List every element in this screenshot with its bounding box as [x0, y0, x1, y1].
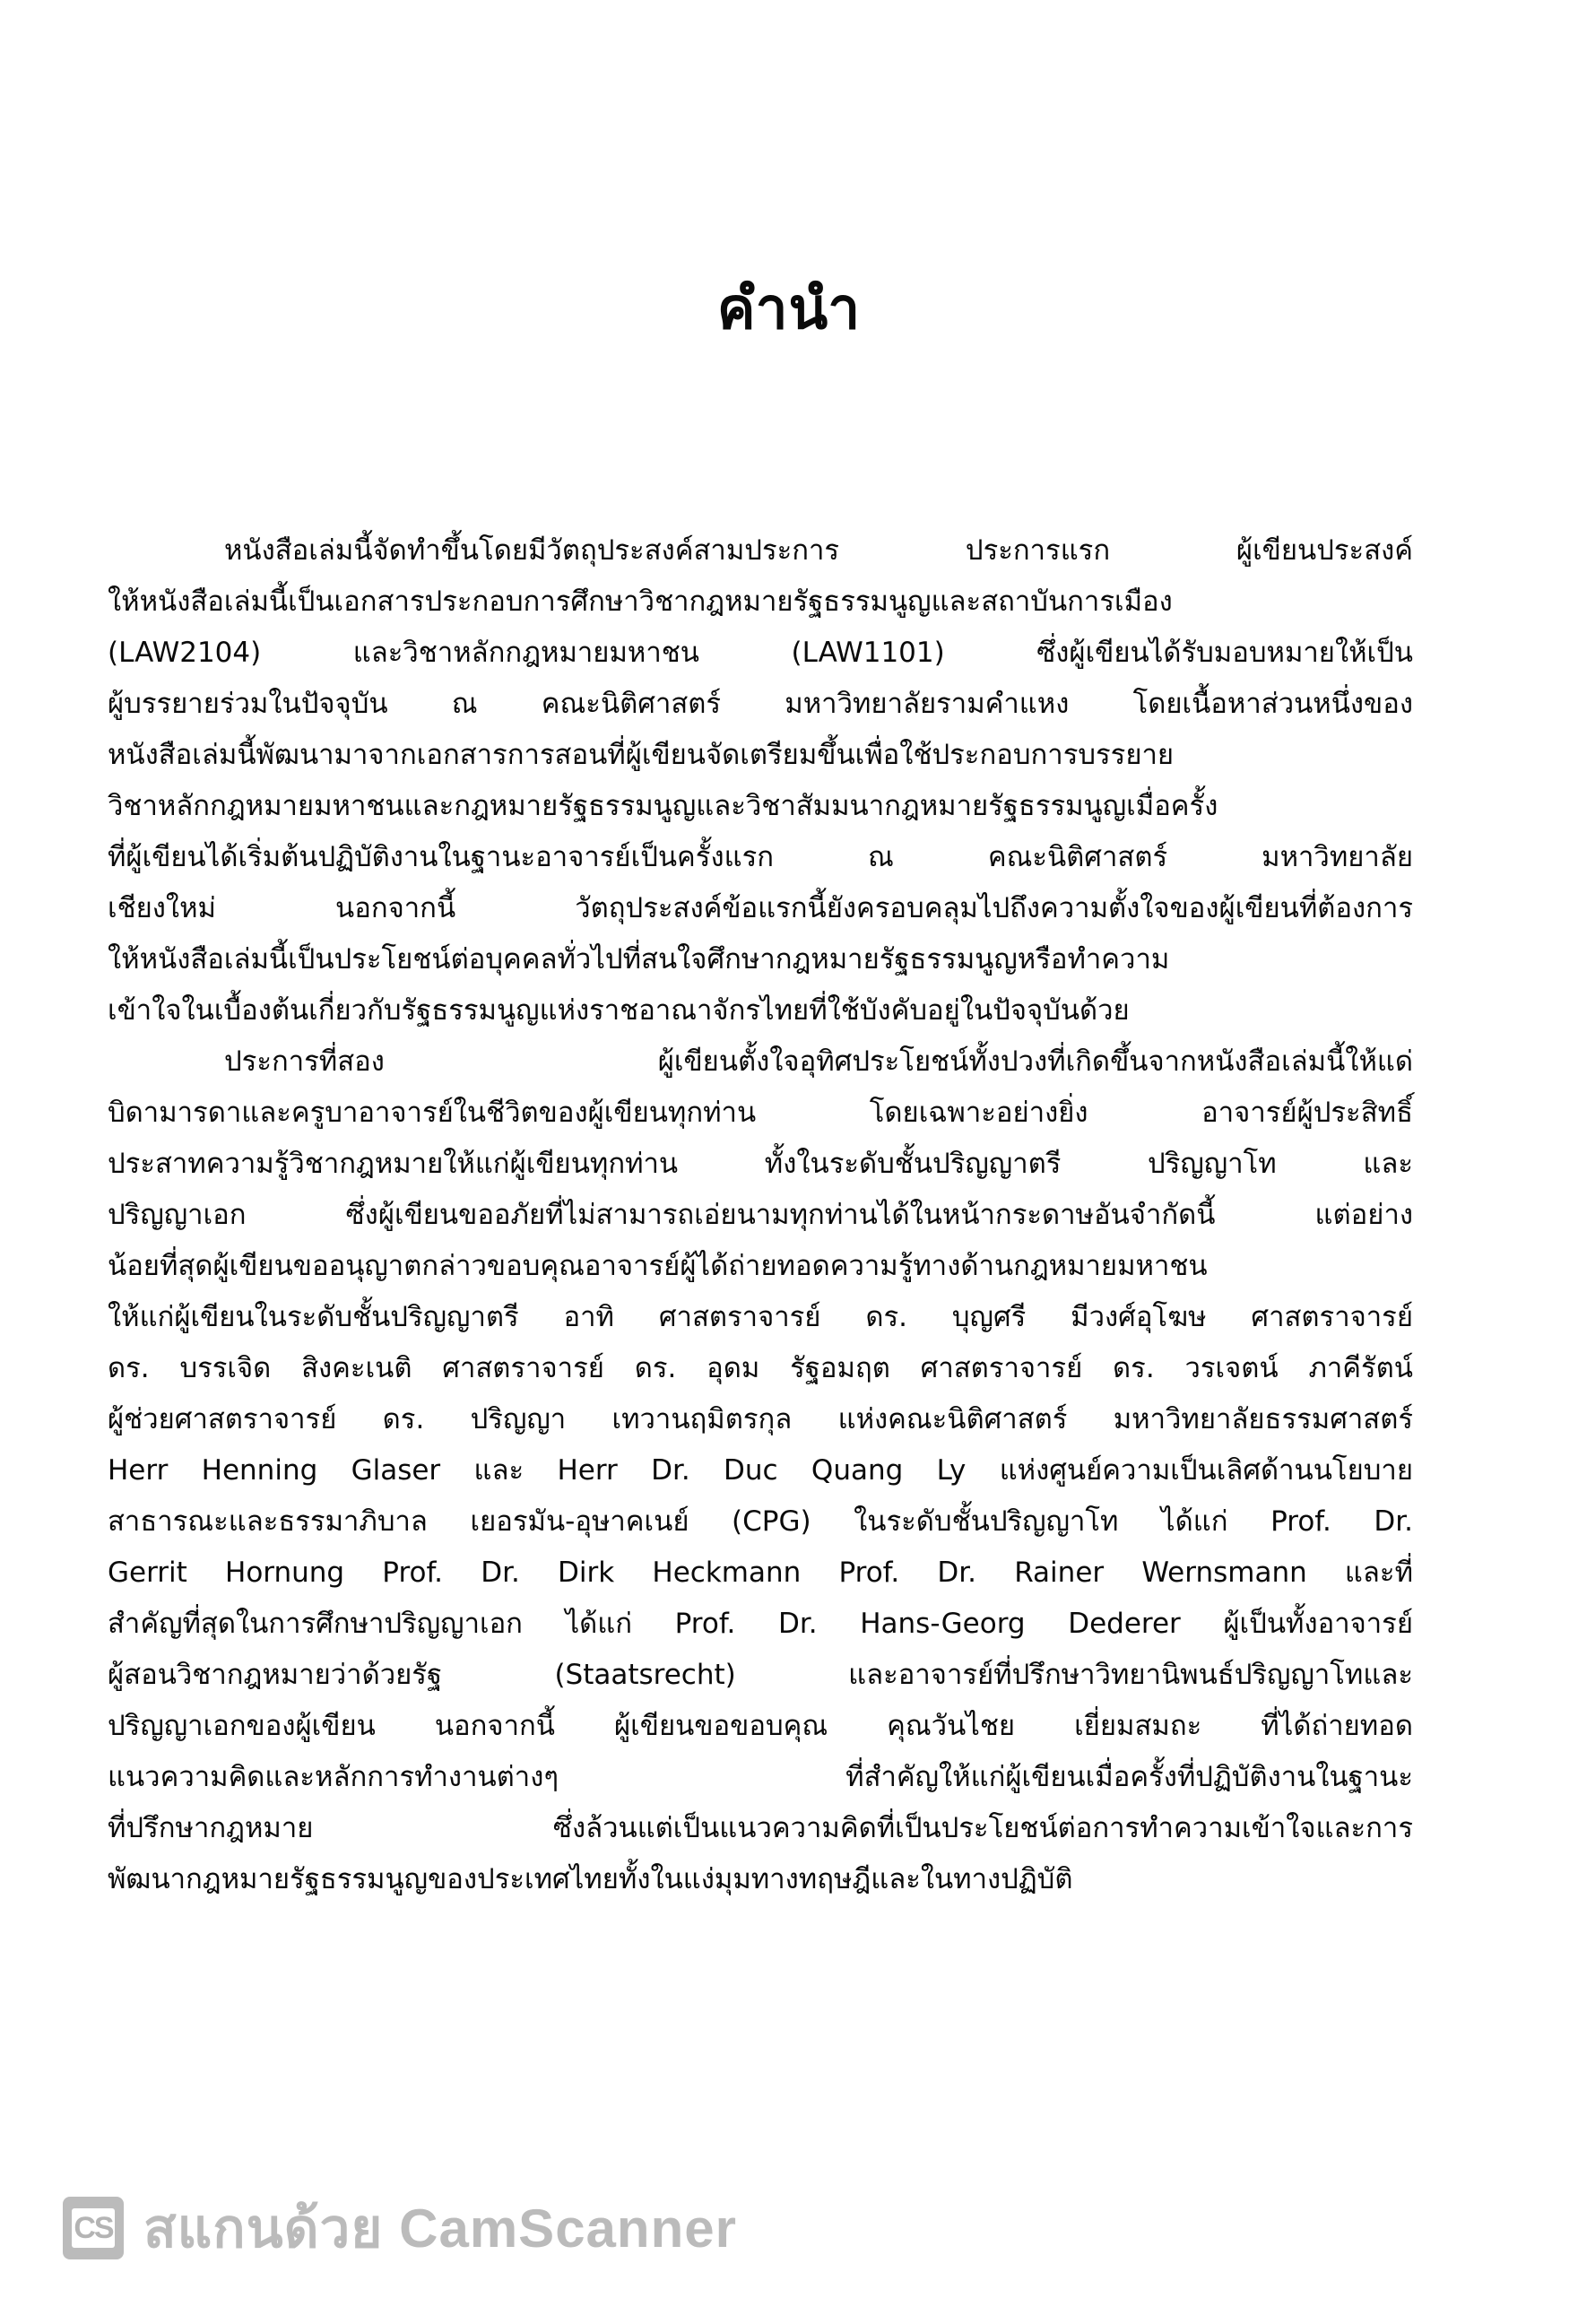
- paragraph-1-line-2: ให้หนังสือเล่มนี้เป็นเอกสารประกอบการศึกษาวิชากฎหมายรัฐธรรมนูญและสถาบันการเมือง: [108, 585, 1173, 618]
- paragraph-2-line-4: ปริญญาเอก ซึ่งผู้เขียนขออภัยที่ไม่สามารถเอ่ยนามทุกท่านได้ในหน้ากระดาษอันจำกัดนี้ แต่อย่าง: [108, 1199, 1413, 1231]
- paragraph-2-line-13: ผู้สอนวิชากฎหมายว่าด้วยรัฐ (Staatsrecht) และอาจารย์ที่ปรึกษาวิทยานิพนธ์ปริญญาโทและ: [108, 1659, 1413, 1691]
- camscanner-logo-icon: CS: [63, 2197, 124, 2259]
- paragraph-1-line-5: หนังสือเล่มนี้พัฒนามาจากเอกสารการสอนที่ผู้เขียนจัดเตรียมขึ้นเพื่อใช้ประกอบการบรรยาย: [108, 739, 1175, 771]
- paragraph-2-line-5: น้อยที่สุดผู้เขียนขออนุญาตกล่าวขอบคุณอาจารย์ผู้ได้ถ่ายทอดความรู้ทางด้านกฎหมายมหาชน: [108, 1250, 1208, 1282]
- paragraph-2-line-9: Herr Henning Glaser และ Herr Dr. Duc Quang Ly แห่งศูนย์ความเป็นเลิศด้านนโยบาย: [108, 1454, 1413, 1487]
- paragraph-2-line-11: Gerrit Hornung Prof. Dr. Dirk Heckmann Prof. Dr. Rainer Wernsmann และที่: [108, 1557, 1413, 1589]
- paragraph-2-line-10: สาธารณะและธรรมาภิบาล เยอรมัน-อุษาคเนย์ (CPG) ในระดับชั้นปริญญาโท ได้แก่ Prof. Dr.: [108, 1505, 1413, 1538]
- paragraph-1-line-1: หนังสือเล่มนี้จัดทำขึ้นโดยมีวัตถุประสงค์สามประการ ประการแรก ผู้เขียนประสงค์: [224, 534, 1413, 567]
- paragraph-2-line-2: บิดามารดาและครูบาอาจารย์ในชีวิตของผู้เขียนทุกท่าน โดยเฉพาะอย่างยิ่ง อาจารย์ผู้ประสิทธิ์: [108, 1097, 1413, 1129]
- paragraph-1-line-9: ให้หนังสือเล่มนี้เป็นประโยชน์ต่อบุคคลทั่วไปที่สนใจศึกษากฎหมายรัฐธรรมนูญหรือทำความ: [108, 943, 1170, 976]
- paragraph-1-line-4: ผู้บรรยายร่วมในปัจจุบัน ณ คณะนิติศาสตร์ มหาวิทยาลัยรามคำแหง โดยเนื้อหาส่วนหนึ่งของ: [108, 688, 1413, 720]
- paragraph-2-line-3: ประสาทความรู้วิชากฎหมายให้แก่ผู้เขียนทุกท่าน ทั้งในระดับชั้นปริญญาตรี ปริญญาโท และ: [108, 1148, 1413, 1180]
- watermark-text: สแกนด้วย CamScanner: [143, 2198, 737, 2259]
- paragraph-1-line-10: เข้าใจในเบื้องต้นเกี่ยวกับรัฐธรรมนูญแห่งราชอาณาจักรไทยที่ใช้บังคับอยู่ในปัจจุบันด้วย: [108, 994, 1130, 1027]
- paragraph-2-line-1: ประการที่สอง ผู้เขียนตั้งใจอุทิศประโยชน์ทั้งปวงที่เกิดขึ้นจากหนังสือเล่มนี้ให้แด่: [224, 1045, 1413, 1078]
- paragraph-1-line-3: (LAW2104) และวิชาหลักกฎหมายมหาชน (LAW1101) ซึ่งผู้เขียนได้รับมอบหมายให้เป็น: [108, 637, 1413, 669]
- camscanner-watermark: [63, 2197, 737, 2259]
- paragraph-2-line-16: ที่ปรึกษากฎหมาย ซึ่งล้วนแต่เป็นแนวความคิดที่เป็นประโยชน์ต่อการทำความเข้าใจและการ: [108, 1812, 1413, 1844]
- preface-body: [108, 525, 1413, 1905]
- page-title: คำนำ: [716, 276, 862, 343]
- paragraph-2-line-17: พัฒนากฎหมายรัฐธรรมนูญของประเทศไทยทั้งในแง่มุมทางทฤษฎีและในทางปฏิบัติ: [108, 1863, 1073, 1895]
- paragraph-2-line-15: แนวความคิดและหลักการทำงานต่างๆ ที่สำคัญให้แก่ผู้เขียนเมื่อครั้งที่ปฏิบัติงานในฐานะ: [108, 1761, 1413, 1793]
- paragraph-1-line-6: วิชาหลักกฎหมายมหาชนและกฎหมายรัฐธรรมนูญและวิชาสัมมนากฎหมายรัฐธรรมนูญเมื่อครั้ง: [108, 790, 1218, 822]
- paragraph-2-line-7: ดร. บรรเจิด สิงคะเนติ ศาสตราจารย์ ดร. อุดม รัฐอมฤต ศาสตราจารย์ ดร. วรเจตน์ ภาคีรัตน์: [108, 1352, 1413, 1384]
- paragraph-2-line-6: ให้แก่ผู้เขียนในระดับชั้นปริญญาตรี อาทิ ศาสตราจารย์ ดร. บุญศรี มีวงศ์อุโฆษ ศาสตราจารย์: [108, 1301, 1413, 1333]
- paragraph-2-line-8: ผู้ช่วยศาสตราจารย์ ดร. ปริญญา เทวานฤมิตรกุล แห่งคณะนิติศาสตร์ มหาวิทยาลัยธรรมศาสตร์: [108, 1403, 1413, 1435]
- paragraph-1-line-7: ที่ผู้เขียนได้เริ่มต้นปฏิบัติงานในฐานะอาจารย์เป็นครั้งแรก ณ คณะนิติศาสตร์ มหาวิทยาลัย: [108, 841, 1413, 873]
- paragraph-2-line-14: ปริญญาเอกของผู้เขียน นอกจากนี้ ผู้เขียนขอขอบคุณ คุณวันไชย เยี่ยมสมถะ ที่ได้ถ่ายทอด: [108, 1710, 1413, 1742]
- paragraph-2-line-12: สำคัญที่สุดในการศึกษาปริญญาเอก ได้แก่ Prof. Dr. Hans-Georg Dederer ผู้เป็นทั้งอาจารย์: [108, 1608, 1413, 1640]
- paragraph-1-line-8: เชียงใหม่ นอกจากนี้ วัตถุประสงค์ข้อแรกนี้ยังครอบคลุมไปถึงความตั้งใจของผู้เขียนที่ต้องการ: [108, 892, 1413, 924]
